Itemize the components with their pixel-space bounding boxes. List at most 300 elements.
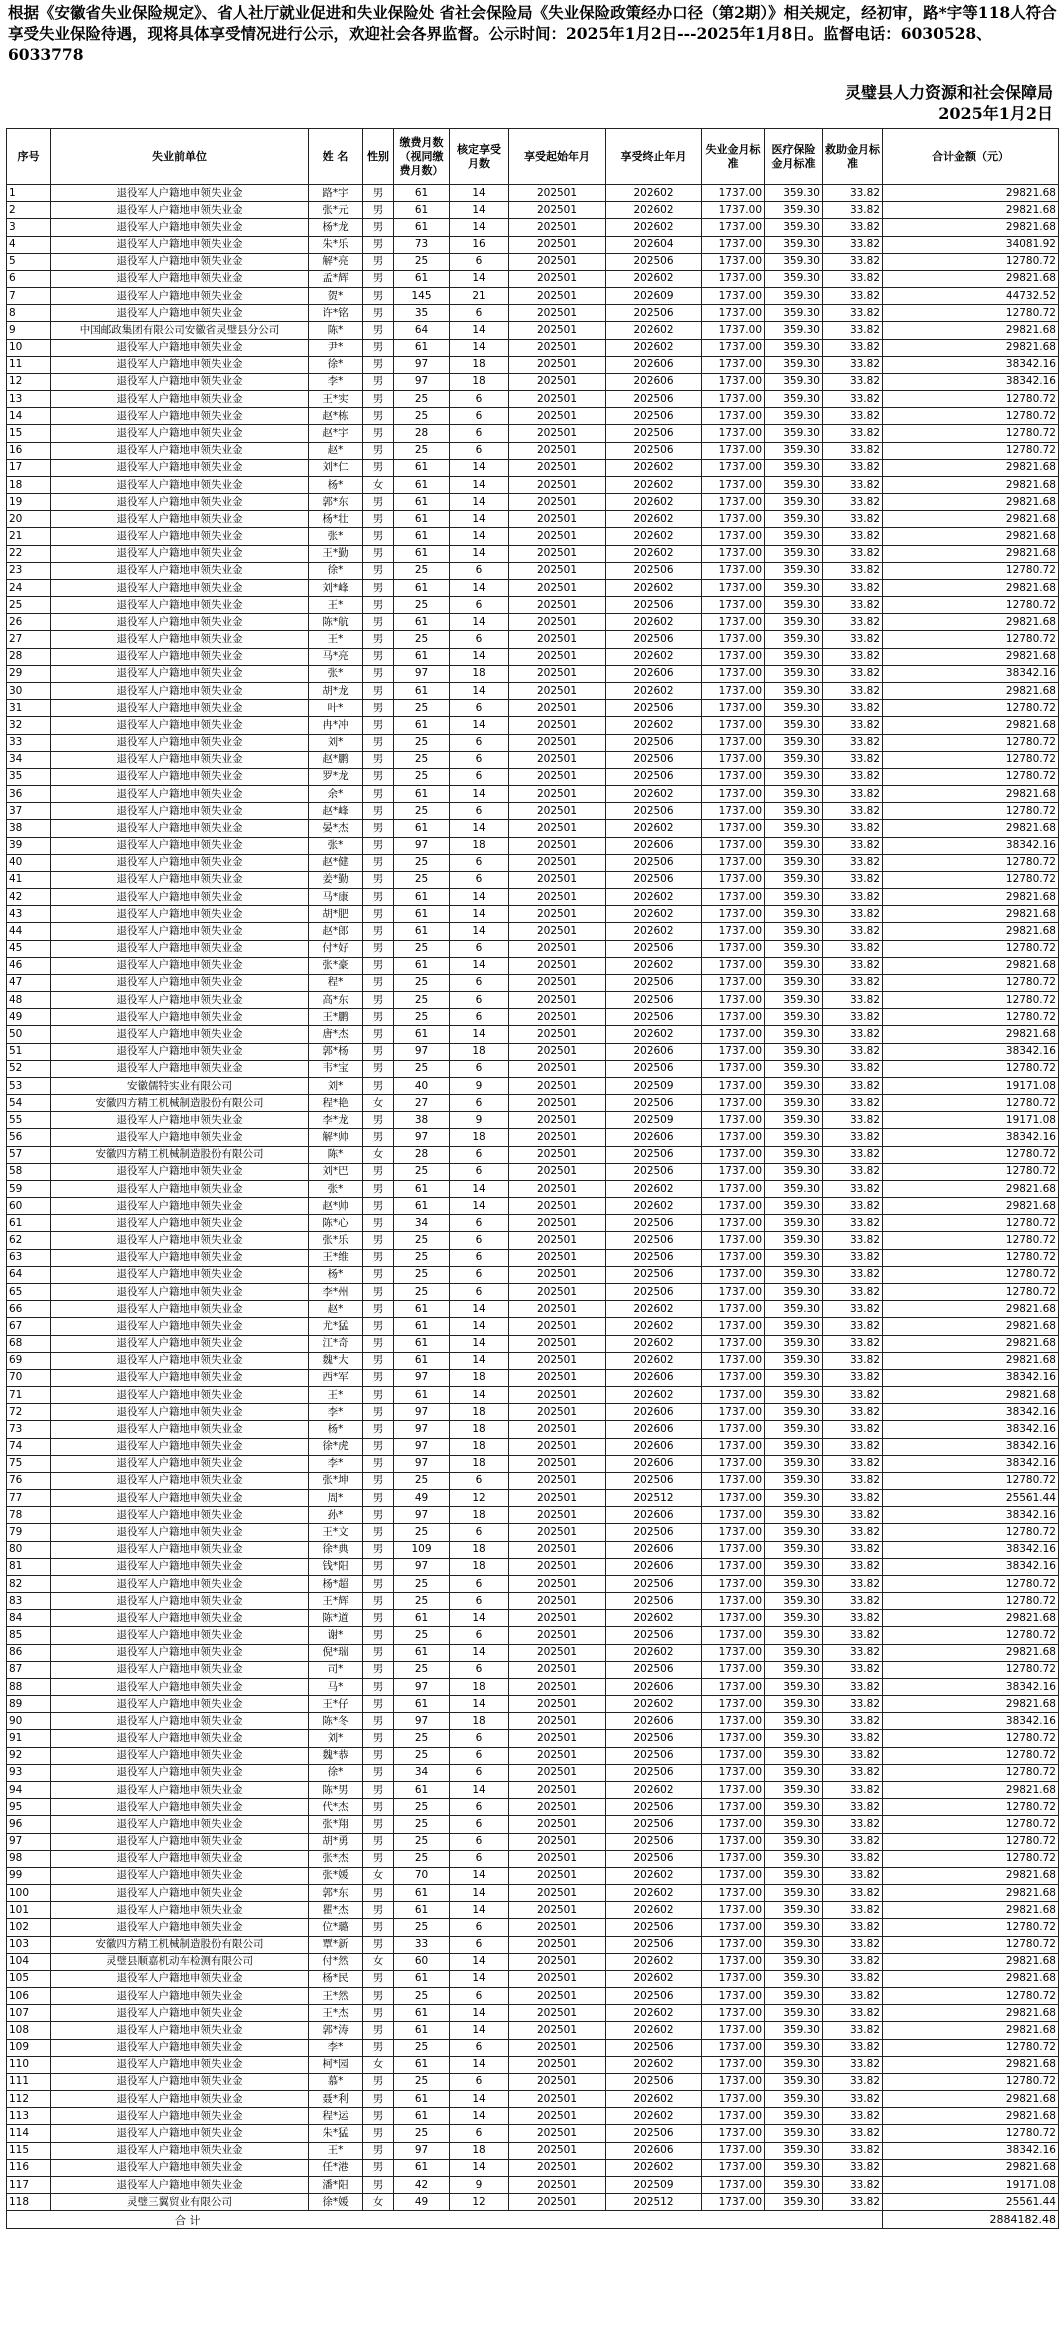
- cell-std: 1737.00: [702, 1696, 765, 1713]
- cell-pay-months: 61: [394, 528, 450, 545]
- table-body: [7, 185, 1059, 2211]
- cell-sex: 男: [363, 339, 394, 356]
- cell-seq: 30: [7, 682, 51, 699]
- cell-pay-months: 61: [394, 2108, 450, 2125]
- cell-name: 赵*帅: [309, 1198, 363, 1215]
- cell-seq: 56: [7, 1129, 51, 1146]
- cell-pay-months: 61: [394, 1610, 450, 1627]
- cell-aid: 33.82: [823, 1249, 883, 1266]
- cell-std: 1737.00: [702, 2056, 765, 2073]
- cell-pay-months: 97: [394, 373, 450, 390]
- cell-std: 1737.00: [702, 1627, 765, 1644]
- cell-seq: 52: [7, 1060, 51, 1077]
- cell-total: 12780.72: [883, 2073, 1059, 2090]
- cell-aid: 33.82: [823, 1112, 883, 1129]
- cell-start: 202501: [509, 1352, 606, 1369]
- cell-aid: 33.82: [823, 1713, 883, 1730]
- table-row: [7, 768, 1059, 785]
- cell-sex: 男: [363, 2108, 394, 2125]
- cell-months: 18: [450, 356, 509, 373]
- cell-months: 18: [450, 1507, 509, 1524]
- cell-std: 1737.00: [702, 1438, 765, 1455]
- cell-std: 1737.00: [702, 253, 765, 270]
- cell-seq: 107: [7, 2005, 51, 2022]
- table-row: [7, 1953, 1059, 1970]
- cell-aid: 33.82: [823, 1318, 883, 1335]
- cell-unit: 退役军人户籍地申领失业金: [51, 1678, 309, 1695]
- cell-std: 1737.00: [702, 597, 765, 614]
- table-row: [7, 2176, 1059, 2193]
- cell-unit: 退役军人户籍地申领失业金: [51, 1198, 309, 1215]
- cell-name: 王*鹏: [309, 1009, 363, 1026]
- cell-seq: 12: [7, 373, 51, 390]
- cell-start: 202501: [509, 820, 606, 837]
- cell-months: 14: [450, 1180, 509, 1197]
- cell-name: 江*奇: [309, 1335, 363, 1352]
- cell-med: 359.30: [765, 339, 823, 356]
- cell-seq: 63: [7, 1249, 51, 1266]
- cell-months: 14: [450, 1335, 509, 1352]
- cell-months: 6: [450, 253, 509, 270]
- cell-unit: 退役军人户籍地申领失业金: [51, 476, 309, 493]
- cell-start: 202501: [509, 786, 606, 803]
- cell-name: 李*龙: [309, 1112, 363, 1129]
- cell-start: 202501: [509, 1644, 606, 1661]
- cell-start: 202501: [509, 974, 606, 991]
- cell-total: 12780.72: [883, 1627, 1059, 1644]
- cell-name: 刘*巴: [309, 1163, 363, 1180]
- cell-med: 359.30: [765, 1146, 823, 1163]
- cell-seq: 105: [7, 1970, 51, 1987]
- cell-unit: 退役军人户籍地申领失业金: [51, 1026, 309, 1043]
- cell-end: 202506: [606, 1249, 702, 1266]
- cell-months: 6: [450, 425, 509, 442]
- table-row: [7, 854, 1059, 871]
- cell-start: 202501: [509, 1301, 606, 1318]
- table-row: [7, 1730, 1059, 1747]
- header-med: 医疗保险金月标准: [765, 129, 823, 185]
- cell-std: 1737.00: [702, 1524, 765, 1541]
- cell-sex: 男: [363, 1301, 394, 1318]
- cell-name: 高*东: [309, 992, 363, 1009]
- cell-end: 202602: [606, 786, 702, 803]
- cell-std: 1737.00: [702, 992, 765, 1009]
- cell-pay-months: 70: [394, 1867, 450, 1884]
- cell-med: 359.30: [765, 957, 823, 974]
- cell-pay-months: 97: [394, 2142, 450, 2159]
- cell-unit: 退役军人户籍地申领失业金: [51, 1919, 309, 1936]
- cell-total: 12780.72: [883, 940, 1059, 957]
- cell-end: 202606: [606, 1129, 702, 1146]
- cell-unit: 退役军人户籍地申领失业金: [51, 356, 309, 373]
- cell-pay-months: 33: [394, 1936, 450, 1953]
- cell-med: 359.30: [765, 459, 823, 476]
- cell-start: 202501: [509, 2142, 606, 2159]
- cell-med: 359.30: [765, 1730, 823, 1747]
- table-row: [7, 2022, 1059, 2039]
- cell-std: 1737.00: [702, 1352, 765, 1369]
- cell-aid: 33.82: [823, 1095, 883, 1112]
- table-row: [7, 631, 1059, 648]
- cell-seq: 74: [7, 1438, 51, 1455]
- cell-start: 202501: [509, 1850, 606, 1867]
- cell-std: 1737.00: [702, 2108, 765, 2125]
- cell-name: 司*: [309, 1661, 363, 1678]
- cell-std: 1737.00: [702, 1885, 765, 1902]
- cell-seq: 80: [7, 1541, 51, 1558]
- cell-total: 38342.16: [883, 356, 1059, 373]
- cell-name: 王*: [309, 631, 363, 648]
- cell-pay-months: 25: [394, 1661, 450, 1678]
- cell-med: 359.30: [765, 1215, 823, 1232]
- cell-end: 202602: [606, 957, 702, 974]
- cell-start: 202501: [509, 339, 606, 356]
- cell-pay-months: 61: [394, 545, 450, 562]
- cell-name: 杨*壮: [309, 511, 363, 528]
- cell-std: 1737.00: [702, 1369, 765, 1386]
- cell-end: 202606: [606, 1713, 702, 1730]
- table-row: [7, 1455, 1059, 1472]
- cell-start: 202501: [509, 837, 606, 854]
- table-row: [7, 1318, 1059, 1335]
- cell-end: 202506: [606, 1730, 702, 1747]
- cell-aid: 33.82: [823, 1507, 883, 1524]
- cell-total: 38342.16: [883, 1541, 1059, 1558]
- cell-aid: 33.82: [823, 1026, 883, 1043]
- cell-pay-months: 61: [394, 1970, 450, 1987]
- cell-seq: 36: [7, 786, 51, 803]
- cell-start: 202501: [509, 1885, 606, 1902]
- cell-aid: 33.82: [823, 1198, 883, 1215]
- cell-sex: 男: [363, 1627, 394, 1644]
- cell-seq: 64: [7, 1266, 51, 1283]
- cell-end: 202506: [606, 1850, 702, 1867]
- cell-start: 202501: [509, 1816, 606, 1833]
- cell-pay-months: 61: [394, 1180, 450, 1197]
- cell-sex: 男: [363, 1575, 394, 1592]
- cell-med: 359.30: [765, 1404, 823, 1421]
- cell-unit: 退役军人户籍地申领失业金: [51, 597, 309, 614]
- cell-std: 1737.00: [702, 1541, 765, 1558]
- cell-aid: 33.82: [823, 1747, 883, 1764]
- cell-start: 202501: [509, 2091, 606, 2108]
- cell-name: 孟*辉: [309, 270, 363, 287]
- cell-name: 李*州: [309, 1284, 363, 1301]
- cell-std: 1737.00: [702, 528, 765, 545]
- cell-pay-months: 42: [394, 2176, 450, 2193]
- cell-pay-months: 35: [394, 305, 450, 322]
- cell-seq: 97: [7, 1833, 51, 1850]
- cell-total: 29821.68: [883, 545, 1059, 562]
- cell-std: 1737.00: [702, 1129, 765, 1146]
- table-row: [7, 1850, 1059, 1867]
- cell-unit: 退役军人户籍地申领失业金: [51, 1781, 309, 1798]
- cell-months: 6: [450, 751, 509, 768]
- cell-aid: 33.82: [823, 1301, 883, 1318]
- cell-seq: 23: [7, 562, 51, 579]
- cell-months: 18: [450, 1043, 509, 1060]
- cell-med: 359.30: [765, 2005, 823, 2022]
- cell-end: 202506: [606, 1232, 702, 1249]
- table-row: [7, 270, 1059, 287]
- cell-std: 1737.00: [702, 356, 765, 373]
- table-row: [7, 1919, 1059, 1936]
- table-row: [7, 1902, 1059, 1919]
- cell-start: 202501: [509, 597, 606, 614]
- cell-seq: 55: [7, 1112, 51, 1129]
- cell-aid: 33.82: [823, 854, 883, 871]
- cell-total: 38342.16: [883, 1043, 1059, 1060]
- cell-pay-months: 61: [394, 202, 450, 219]
- cell-end: 202506: [606, 2073, 702, 2090]
- cell-std: 1737.00: [702, 1472, 765, 1489]
- cell-sex: 男: [363, 1833, 394, 1850]
- cell-months: 14: [450, 717, 509, 734]
- cell-pay-months: 25: [394, 1163, 450, 1180]
- cell-seq: 88: [7, 1678, 51, 1695]
- cell-start: 202501: [509, 1146, 606, 1163]
- cell-pay-months: 109: [394, 1541, 450, 1558]
- cell-sex: 男: [363, 1455, 394, 1472]
- cell-total: 12780.72: [883, 974, 1059, 991]
- cell-sex: 男: [363, 2176, 394, 2193]
- cell-med: 359.30: [765, 1713, 823, 1730]
- cell-std: 1737.00: [702, 2159, 765, 2176]
- cell-pay-months: 61: [394, 1696, 450, 1713]
- cell-seq: 1: [7, 185, 51, 202]
- cell-aid: 33.82: [823, 1575, 883, 1592]
- cell-std: 1737.00: [702, 2039, 765, 2056]
- cell-seq: 69: [7, 1352, 51, 1369]
- table-row: [7, 1077, 1059, 1094]
- cell-aid: 33.82: [823, 700, 883, 717]
- cell-seq: 93: [7, 1764, 51, 1781]
- header-name: 姓 名: [309, 129, 363, 185]
- cell-unit: 退役军人户籍地申领失业金: [51, 1558, 309, 1575]
- table-row: [7, 219, 1059, 236]
- cell-aid: 33.82: [823, 957, 883, 974]
- cell-months: 14: [450, 2022, 509, 2039]
- cell-name: 王*实: [309, 391, 363, 408]
- cell-sex: 女: [363, 476, 394, 493]
- cell-aid: 33.82: [823, 1438, 883, 1455]
- cell-unit: 退役军人户籍地申领失业金: [51, 373, 309, 390]
- cell-name: 李*: [309, 2039, 363, 2056]
- total-label: 合 计: [7, 2211, 883, 2229]
- cell-pay-months: 25: [394, 631, 450, 648]
- cell-total: 29821.68: [883, 1953, 1059, 1970]
- table-row: [7, 1558, 1059, 1575]
- table-row: [7, 2159, 1059, 2176]
- cell-sex: 男: [363, 1266, 394, 1283]
- cell-aid: 33.82: [823, 1060, 883, 1077]
- cell-pay-months: 25: [394, 1266, 450, 1283]
- cell-total: 12780.72: [883, 1799, 1059, 1816]
- cell-std: 1737.00: [702, 614, 765, 631]
- cell-aid: 33.82: [823, 751, 883, 768]
- cell-aid: 33.82: [823, 373, 883, 390]
- cell-months: 14: [450, 219, 509, 236]
- cell-aid: 33.82: [823, 1352, 883, 1369]
- cell-seq: 59: [7, 1180, 51, 1197]
- cell-std: 1737.00: [702, 1301, 765, 1318]
- cell-end: 202506: [606, 1593, 702, 1610]
- cell-months: 6: [450, 992, 509, 1009]
- cell-months: 6: [450, 305, 509, 322]
- cell-std: 1737.00: [702, 202, 765, 219]
- cell-std: 1737.00: [702, 408, 765, 425]
- cell-total: 29821.68: [883, 614, 1059, 631]
- cell-months: 14: [450, 2056, 509, 2073]
- cell-med: 359.30: [765, 528, 823, 545]
- cell-med: 359.30: [765, 1988, 823, 2005]
- cell-seq: 38: [7, 820, 51, 837]
- cell-seq: 35: [7, 768, 51, 785]
- cell-name: 张*翔: [309, 1816, 363, 1833]
- table-row: [7, 1266, 1059, 1283]
- cell-name: 徐*虎: [309, 1438, 363, 1455]
- cell-aid: 33.82: [823, 236, 883, 253]
- cell-months: 18: [450, 1678, 509, 1695]
- cell-sex: 女: [363, 1953, 394, 1970]
- cell-end: 202506: [606, 1215, 702, 1232]
- cell-months: 18: [450, 1404, 509, 1421]
- cell-name: 张*杰: [309, 1850, 363, 1867]
- cell-start: 202501: [509, 1009, 606, 1026]
- cell-end: 202602: [606, 2108, 702, 2125]
- cell-pay-months: 61: [394, 1902, 450, 1919]
- cell-end: 202602: [606, 322, 702, 339]
- header-sex: 性别: [363, 129, 394, 185]
- cell-aid: 33.82: [823, 1232, 883, 1249]
- cell-start: 202501: [509, 322, 606, 339]
- cell-months: 6: [450, 2125, 509, 2142]
- cell-unit: 退役军人户籍地申领失业金: [51, 906, 309, 923]
- table-row: [7, 1043, 1059, 1060]
- cell-start: 202501: [509, 1696, 606, 1713]
- cell-sex: 男: [363, 1077, 394, 1094]
- cell-seq: 3: [7, 219, 51, 236]
- cell-end: 202606: [606, 1438, 702, 1455]
- table-row: [7, 1421, 1059, 1438]
- cell-name: 潘*阳: [309, 2176, 363, 2193]
- cell-start: 202501: [509, 631, 606, 648]
- cell-end: 202602: [606, 648, 702, 665]
- cell-pay-months: 38: [394, 1112, 450, 1129]
- cell-name: 郭*东: [309, 494, 363, 511]
- cell-months: 6: [450, 2073, 509, 2090]
- cell-start: 202501: [509, 253, 606, 270]
- cell-std: 1737.00: [702, 1404, 765, 1421]
- cell-end: 202606: [606, 837, 702, 854]
- cell-months: 14: [450, 1026, 509, 1043]
- table-row: [7, 1369, 1059, 1386]
- cell-total: 12780.72: [883, 1266, 1059, 1283]
- cell-start: 202501: [509, 1421, 606, 1438]
- cell-std: 1737.00: [702, 631, 765, 648]
- cell-end: 202606: [606, 1404, 702, 1421]
- cell-med: 359.30: [765, 1816, 823, 1833]
- cell-aid: 33.82: [823, 339, 883, 356]
- cell-pay-months: 61: [394, 1318, 450, 1335]
- cell-start: 202501: [509, 185, 606, 202]
- cell-name: 李*: [309, 1404, 363, 1421]
- cell-total: 29821.68: [883, 219, 1059, 236]
- table-row: [7, 1575, 1059, 1592]
- cell-seq: 27: [7, 631, 51, 648]
- cell-total: 29821.68: [883, 1318, 1059, 1335]
- cell-months: 9: [450, 1112, 509, 1129]
- cell-sex: 男: [363, 906, 394, 923]
- cell-start: 202501: [509, 906, 606, 923]
- cell-name: 杨*: [309, 476, 363, 493]
- cell-unit: 退役军人户籍地申领失业金: [51, 1249, 309, 1266]
- cell-end: 202506: [606, 1661, 702, 1678]
- table-row: [7, 906, 1059, 923]
- cell-seq: 28: [7, 648, 51, 665]
- cell-start: 202501: [509, 871, 606, 888]
- cell-aid: 33.82: [823, 442, 883, 459]
- cell-end: 202506: [606, 803, 702, 820]
- cell-seq: 44: [7, 923, 51, 940]
- cell-months: 18: [450, 1129, 509, 1146]
- cell-std: 1737.00: [702, 1747, 765, 1764]
- cell-total: 38342.16: [883, 1678, 1059, 1695]
- cell-pay-months: 61: [394, 1301, 450, 1318]
- cell-total: 12780.72: [883, 631, 1059, 648]
- table-row: [7, 391, 1059, 408]
- cell-name: 杨*: [309, 1421, 363, 1438]
- cell-start: 202501: [509, 2108, 606, 2125]
- cell-med: 359.30: [765, 236, 823, 253]
- cell-pay-months: 61: [394, 2022, 450, 2039]
- cell-aid: 33.82: [823, 459, 883, 476]
- cell-seq: 111: [7, 2073, 51, 2090]
- cell-start: 202501: [509, 854, 606, 871]
- cell-med: 359.30: [765, 2159, 823, 2176]
- cell-pay-months: 61: [394, 1026, 450, 1043]
- cell-start: 202501: [509, 1249, 606, 1266]
- cell-pay-months: 34: [394, 1215, 450, 1232]
- cell-med: 359.30: [765, 1524, 823, 1541]
- cell-name: 余*: [309, 786, 363, 803]
- cell-unit: 退役军人户籍地申领失业金: [51, 442, 309, 459]
- cell-name: 杨*超: [309, 1575, 363, 1592]
- cell-seq: 89: [7, 1696, 51, 1713]
- cell-total: 29821.68: [883, 2159, 1059, 2176]
- cell-aid: 33.82: [823, 1404, 883, 1421]
- cell-std: 1737.00: [702, 1284, 765, 1301]
- cell-std: 1737.00: [702, 2022, 765, 2039]
- cell-pay-months: 61: [394, 648, 450, 665]
- cell-std: 1737.00: [702, 2125, 765, 2142]
- cell-end: 202506: [606, 1833, 702, 1850]
- cell-total: 12780.72: [883, 1284, 1059, 1301]
- cell-aid: 33.82: [823, 1215, 883, 1232]
- cell-med: 359.30: [765, 1799, 823, 1816]
- cell-months: 14: [450, 957, 509, 974]
- cell-pay-months: 97: [394, 837, 450, 854]
- cell-months: 14: [450, 1781, 509, 1798]
- cell-pay-months: 61: [394, 1885, 450, 1902]
- cell-std: 1737.00: [702, 339, 765, 356]
- cell-sex: 男: [363, 614, 394, 631]
- cell-sex: 男: [363, 1713, 394, 1730]
- cell-std: 1737.00: [702, 1198, 765, 1215]
- cell-start: 202501: [509, 1524, 606, 1541]
- cell-med: 359.30: [765, 2176, 823, 2193]
- cell-sex: 男: [363, 322, 394, 339]
